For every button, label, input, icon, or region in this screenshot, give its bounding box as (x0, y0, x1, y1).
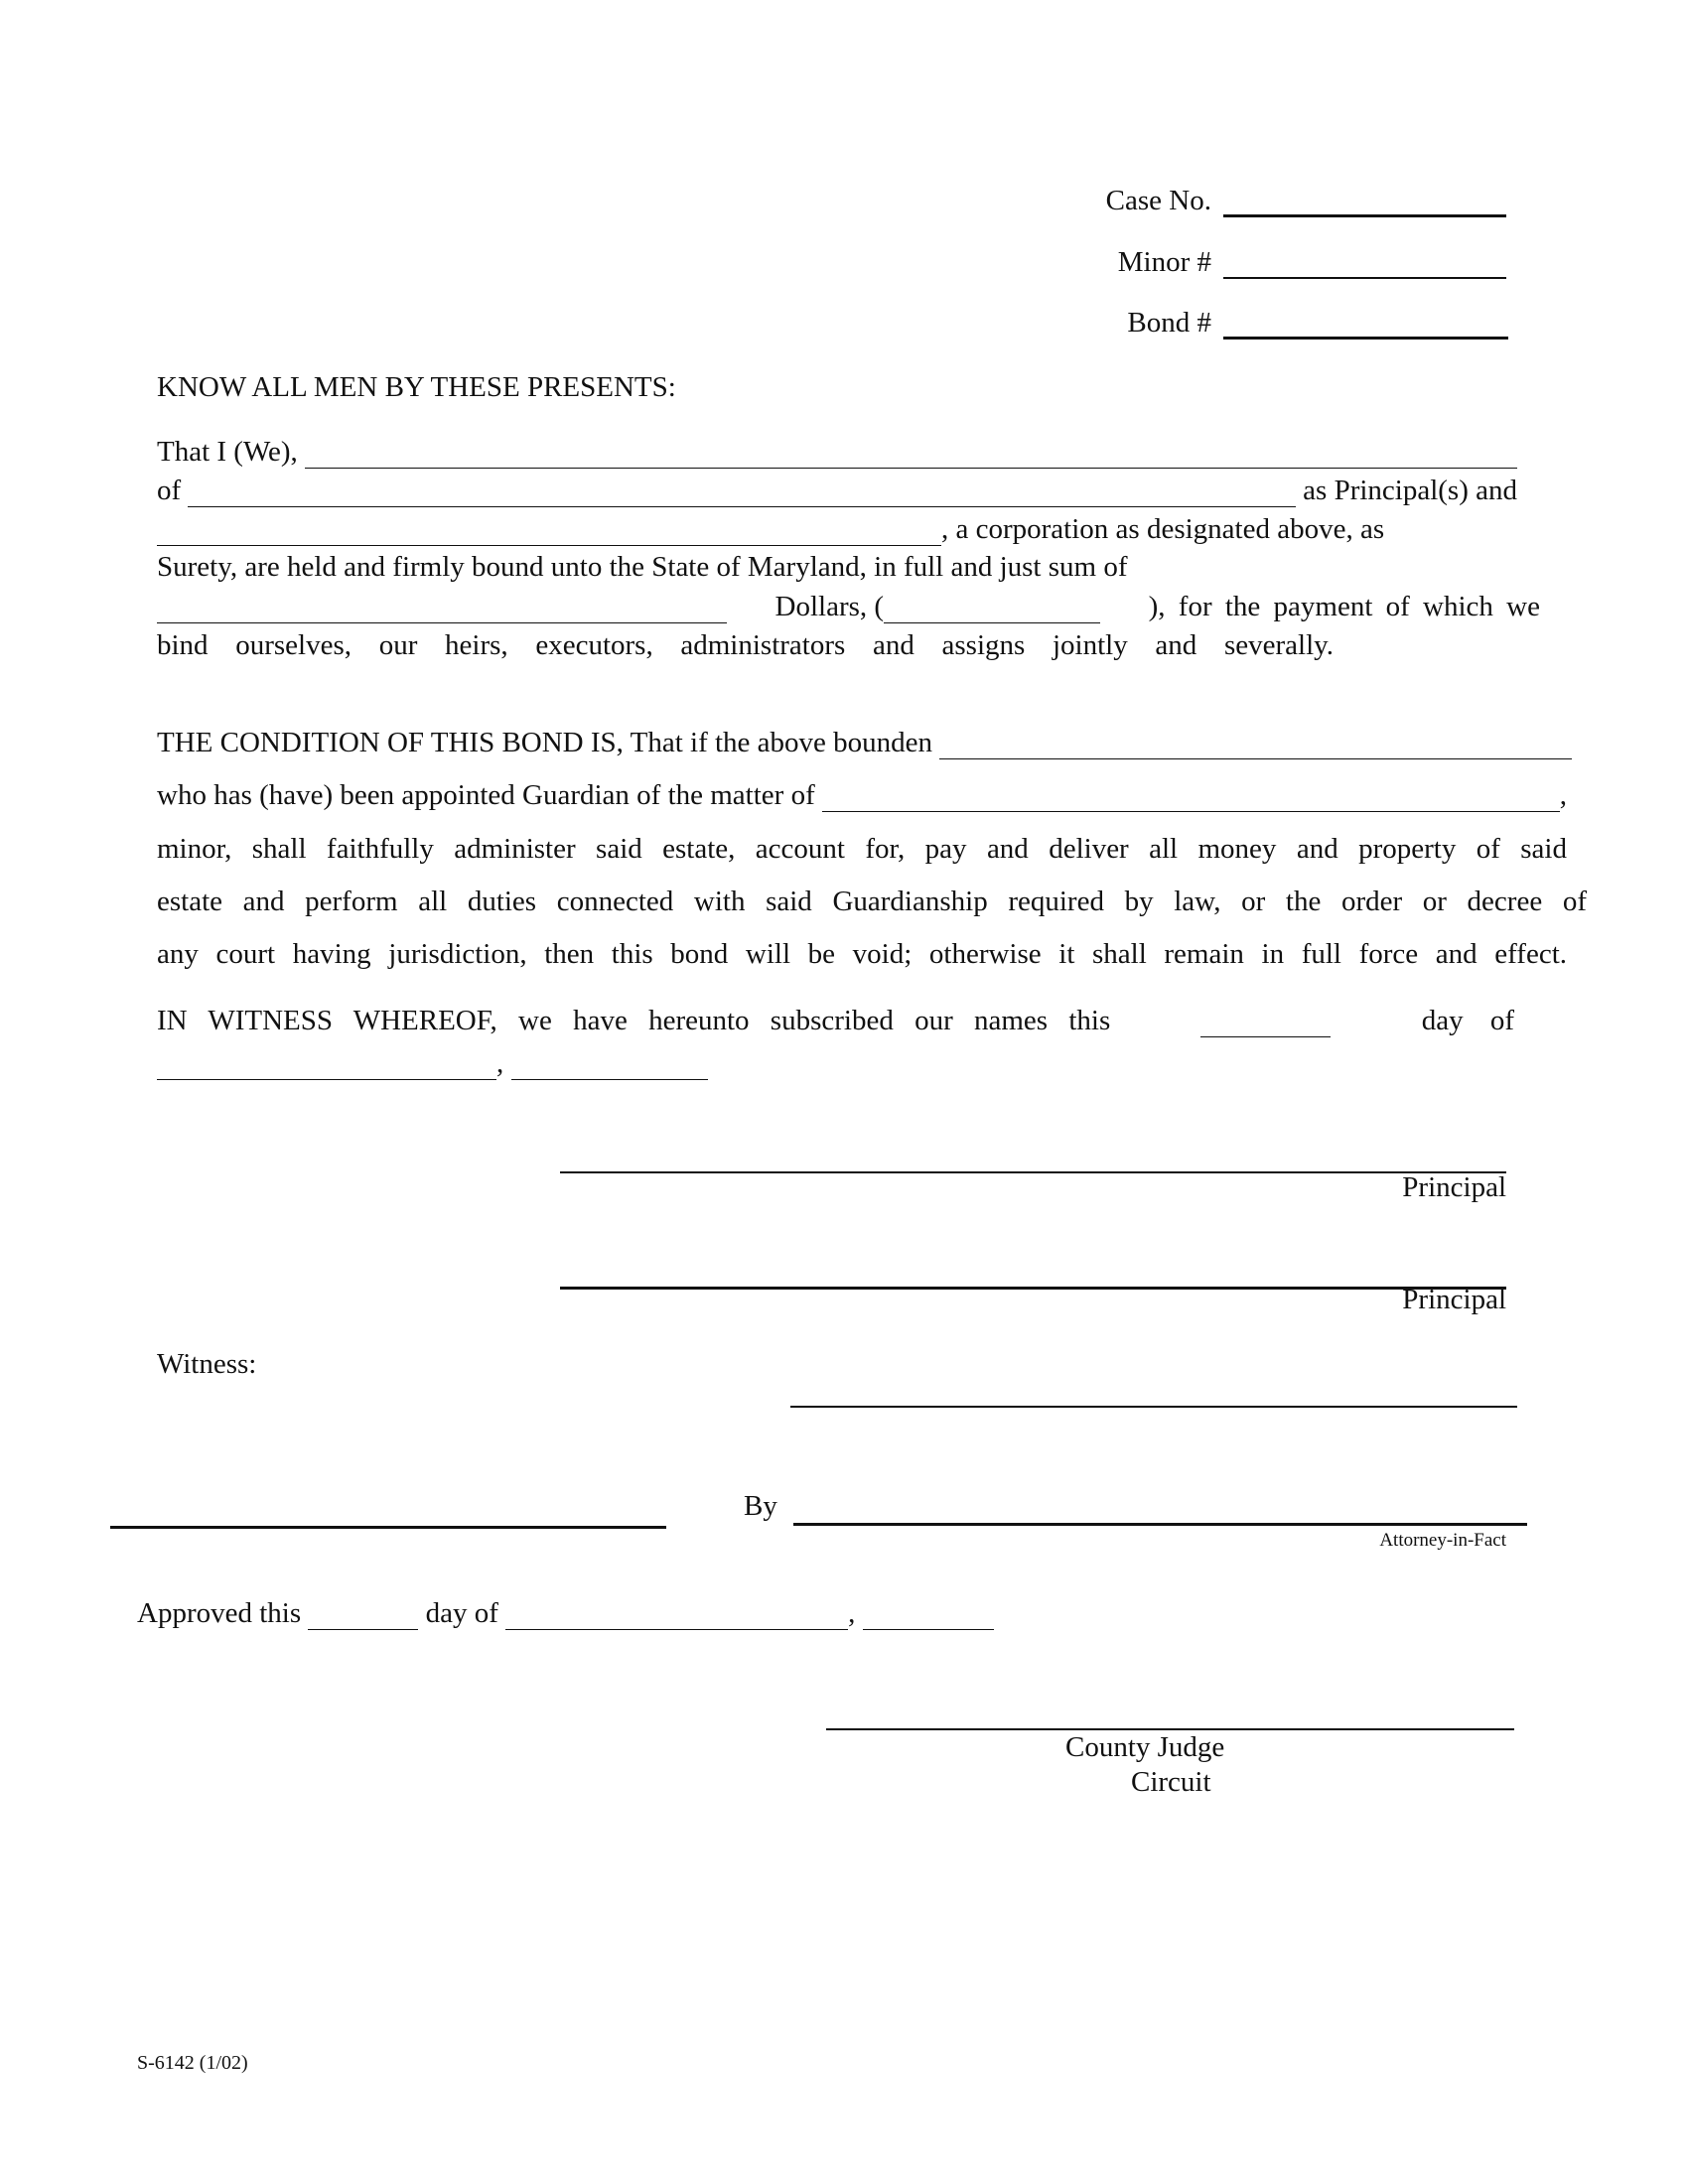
minor-field (1013, 246, 1506, 279)
principal-address-input[interactable] (188, 480, 1295, 507)
amount-numeric-group (775, 590, 1101, 623)
condition-line-2 (157, 778, 1567, 812)
approval-year-input[interactable] (863, 1603, 994, 1630)
judge-signature-line[interactable] (826, 1728, 1514, 1730)
bond-label: Bond # (1127, 307, 1211, 339)
amount-words-input[interactable] (157, 597, 727, 623)
attorney-in-fact-label: Attorney-in-Fact (1379, 1530, 1506, 1551)
principal-1-label: Principal (1402, 1171, 1506, 1203)
surety-name-input[interactable] (157, 519, 941, 546)
principal-name-input[interactable] (305, 442, 1517, 469)
approval-month-input[interactable] (505, 1603, 848, 1630)
condition-line-3: minor, shall faithfully administer said estate, account for, pay and deliver all money and property of said (157, 833, 1567, 865)
minor-name-input[interactable] (822, 785, 1560, 812)
approval-day-input[interactable] (308, 1603, 418, 1630)
case-no-field (1013, 185, 1506, 217)
intro-line-1 (157, 435, 1517, 469)
principal-suffix: as Principal(s) and (1303, 475, 1517, 506)
by-label: By (744, 1490, 777, 1522)
intro-line-3 (157, 512, 1477, 546)
witness-day-input[interactable] (1200, 1011, 1331, 1037)
witness-month-input[interactable] (157, 1053, 496, 1080)
principal-2-signature-line[interactable] (560, 1287, 1506, 1290)
witness-label: Witness: (157, 1348, 257, 1380)
case-no-label: Case No. (1105, 185, 1211, 216)
surety-signature-line[interactable] (790, 1406, 1517, 1408)
bond-input[interactable] (1223, 311, 1508, 340)
comma: , (496, 1047, 504, 1079)
day-of-label: day of (425, 1597, 498, 1629)
approved-label: Approved this (137, 1597, 302, 1629)
comma: , (1559, 779, 1567, 811)
intro-heading: KNOW ALL MEN BY THESE PRESENTS: (157, 371, 676, 403)
amount-numeric-input[interactable] (884, 597, 1100, 623)
day-of-label: day of (1421, 1005, 1514, 1036)
minor-name-label: who has (have) been appointed Guardian of the matter of (157, 779, 815, 811)
guardian-name-input[interactable] (939, 733, 1572, 759)
witness-clause-text: IN WITNESS WHEREOF, we have hereunto subscribed our names this (157, 1005, 1111, 1036)
bond-field (1013, 307, 1508, 340)
condition-line-5: any court having jurisdiction, then this bond will be void; otherwise it shall remain in full force and effect. (157, 938, 1567, 970)
principal-name-label: That I (We), (157, 436, 298, 468)
condition-line-4: estate and perform all duties connected with said Guardianship required by law, or the order or decree of (157, 886, 1587, 917)
minor-label: Minor # (1117, 246, 1211, 278)
case-no-input[interactable] (1223, 189, 1506, 217)
principal-address-label: of (157, 475, 182, 506)
dollars-label: Dollars, ( (774, 591, 885, 622)
form-number: S-6142 (1/02) (137, 2052, 248, 2074)
circuit-label: Circuit (1131, 1766, 1211, 1798)
intro-line-4: Surety, are held and firmly bound unto the State of Maryland, in full and just sum of (157, 551, 1128, 583)
payment-text: ), for the payment of which we (1148, 591, 1540, 622)
intro-line-6: bind ourselves, our heirs, executors, administrators and assigns jointly and severally. (157, 629, 1334, 661)
principal-1-signature-line[interactable] (560, 1171, 1506, 1173)
intro-line-2 (157, 474, 1517, 507)
witness-clause-line-1 (157, 1004, 1514, 1037)
condition-heading: THE CONDITION OF THIS BOND IS, That if the above bounden (157, 727, 933, 758)
comma: , (848, 1597, 856, 1629)
county-judge-label: County Judge (1065, 1731, 1225, 1763)
attorney-signature-line[interactable] (793, 1523, 1527, 1526)
condition-line-1 (157, 726, 1572, 759)
intro-line-5 (157, 590, 1540, 623)
minor-input[interactable] (1223, 251, 1506, 279)
witness-signature-line[interactable] (110, 1526, 666, 1529)
witness-year-input[interactable] (511, 1053, 708, 1080)
witness-clause-line-2 (157, 1046, 708, 1080)
approval-line (137, 1596, 994, 1630)
surety-suffix: , a corporation as designated above, as (941, 513, 1385, 545)
principal-2-label: Principal (1402, 1284, 1506, 1315)
